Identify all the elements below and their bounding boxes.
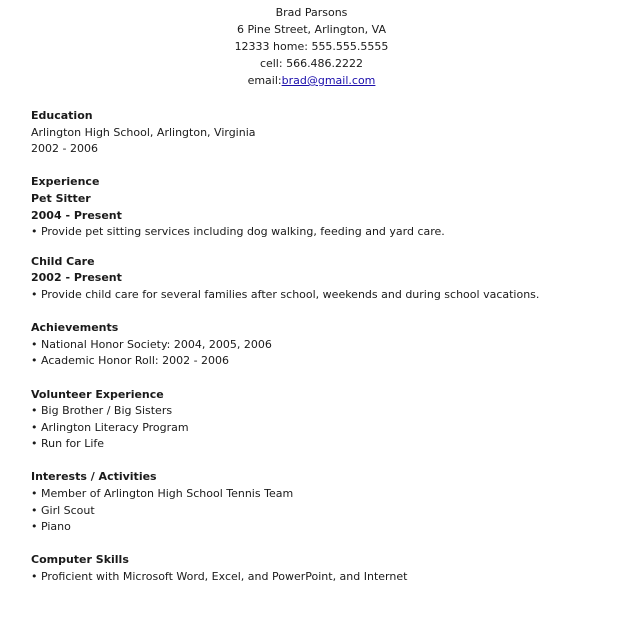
education-heading: Education — [31, 109, 93, 122]
candidate-name: Brad Parsons — [275, 6, 348, 19]
job-entry — [31, 191, 611, 241]
skills-section — [31, 552, 611, 585]
achievements-section — [31, 320, 611, 370]
job-period: 2002 - Present — [31, 271, 122, 285]
resume-body — [31, 108, 611, 586]
section-spacer — [31, 241, 611, 254]
job-period: 2004 - Present — [31, 208, 122, 222]
experience-section — [31, 174, 611, 303]
list-item: • Piano — [31, 520, 71, 534]
email-line — [0, 72, 623, 89]
list-item: • Member of Arlington High School Tennis Team — [31, 487, 294, 501]
job-title: Pet Sitter — [31, 191, 91, 205]
list-item: • Girl Scout — [31, 503, 95, 517]
list-item: • Run for Life — [31, 437, 105, 451]
skills-heading: Computer Skills — [31, 553, 129, 567]
education-years: 2002 - 2006 — [31, 142, 98, 156]
email-link[interactable]: brad@gmail.com — [281, 74, 376, 87]
achievements-heading: Achievements — [31, 321, 119, 335]
list-item: • Academic Honor Roll: 2002 - 2006 — [31, 354, 230, 368]
job-bullet: • Provide child care for several families after school, weekends and during school vacations. — [31, 287, 540, 301]
cell-phone: cell: 566.486.2222 — [259, 57, 364, 70]
section-spacer — [31, 370, 611, 387]
list-item: • Big Brother / Big Sisters — [31, 404, 173, 418]
job-entry — [31, 254, 611, 304]
experience-heading: Experience — [31, 175, 100, 189]
section-spacer — [31, 453, 611, 470]
resume-header — [0, 4, 623, 89]
email-label: email: — [247, 74, 282, 87]
volunteer-section — [31, 387, 611, 453]
job-bullet: • Provide pet sitting services including dog walking, feeding and yard care. — [31, 225, 445, 239]
section-spacer — [31, 536, 611, 553]
education-section — [31, 108, 611, 158]
section-spacer — [31, 304, 611, 321]
interests-section — [31, 469, 611, 535]
interests-heading: Interests / Activities — [31, 470, 157, 484]
job-title: Child Care — [31, 254, 95, 268]
list-item: • National Honor Society: 2004, 2005, 2006 — [31, 337, 272, 351]
volunteer-heading: Volunteer Experience — [31, 387, 164, 401]
list-item: • Arlington Literacy Program — [31, 420, 189, 434]
section-spacer — [31, 158, 611, 175]
list-item: • Proficient with Microsoft Word, Excel, and PowerPoint, and Internet — [31, 570, 408, 584]
home-phone: 12333 home: 555.555.5555 — [234, 40, 389, 53]
education-school: Arlington High School, Arlington, Virginia — [31, 125, 256, 139]
street-address: 6 Pine Street, Arlington, VA — [236, 23, 387, 36]
